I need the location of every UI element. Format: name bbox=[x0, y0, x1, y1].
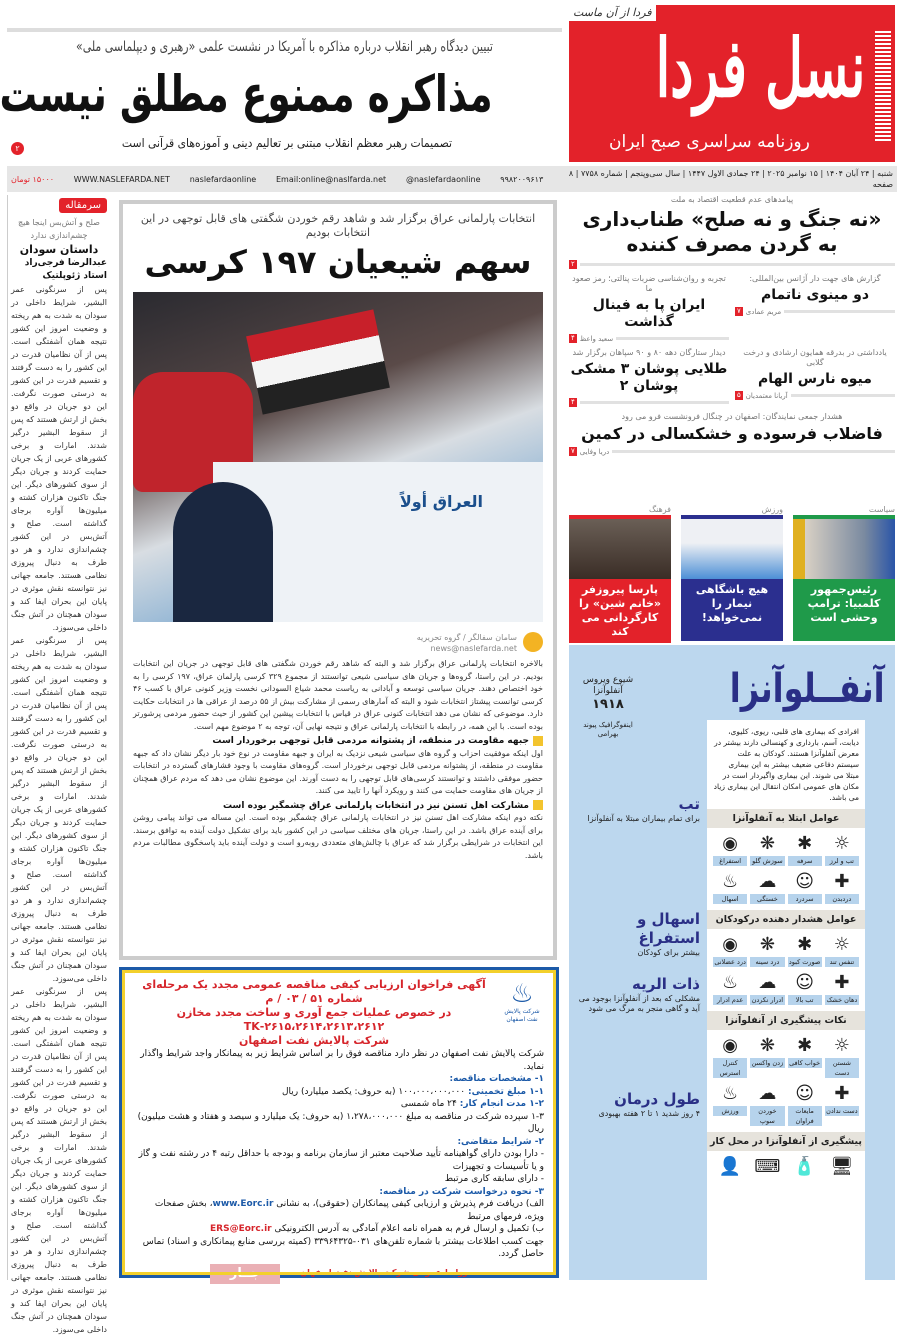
icon-cell bbox=[788, 1082, 822, 1126]
right-row-1 bbox=[569, 274, 895, 343]
section-heading: عوامل ابتلا به آنفلوآنزا bbox=[707, 809, 865, 828]
author-icon bbox=[523, 632, 543, 652]
tender-advertisement bbox=[119, 967, 559, 1281]
ad-line: الف) دریافت فرم پذیرش و ارزیابی کیفی پیمانکاران (حقوقی)، به نشانی bbox=[273, 1199, 544, 1209]
symptom-icon: ♨ bbox=[722, 972, 739, 993]
icon-cell bbox=[713, 933, 747, 967]
ad-section: ۳- نحوه درخواست شرکت در مناقصه: bbox=[379, 1186, 544, 1197]
symptom-icon: ☼ bbox=[833, 1035, 850, 1056]
editorial-author-role: استاد ژئوپلتیک bbox=[42, 271, 107, 281]
ad-footer bbox=[134, 1264, 544, 1284]
item-title: طلایی پوشان ۳ مشکی پوشان ۲ bbox=[570, 361, 728, 394]
symptom-icon: ✱ bbox=[797, 833, 813, 854]
icon-label: خستگی bbox=[750, 894, 784, 904]
barcode bbox=[875, 31, 891, 141]
section-heading: پیشگیری از آنفلوآنزا در محل کار bbox=[707, 1132, 865, 1151]
icon-label: دردبدن bbox=[825, 894, 859, 904]
right-row-2 bbox=[569, 348, 895, 407]
symptom-icon: ❋ bbox=[759, 1035, 775, 1056]
ad-value: ۲۴ ماه شمسی bbox=[400, 1099, 460, 1109]
icon-cell bbox=[713, 832, 747, 866]
icon-cell bbox=[750, 1082, 784, 1126]
diarrhea-text: بیشتر برای کودکان bbox=[637, 948, 700, 957]
workplace-icons bbox=[713, 1155, 859, 1179]
prevention-grid bbox=[713, 1034, 859, 1126]
section-heading: عوامل هشدار دهنده درکودکان bbox=[707, 910, 865, 929]
icon-cell bbox=[788, 1034, 822, 1078]
icon-cell bbox=[825, 933, 859, 967]
symptom-icon: ☁ bbox=[758, 871, 777, 892]
item-author: سعید واعظ bbox=[579, 334, 614, 343]
symptom-icon: ☼ bbox=[833, 934, 850, 955]
item-author: دریا وفایی bbox=[579, 447, 610, 456]
icon-cell bbox=[713, 971, 747, 1005]
editorial-kicker-2: چشم‌اندازی ندارد bbox=[30, 231, 88, 240]
pneumonia-block bbox=[575, 975, 700, 1014]
symptom-icon: ✚ bbox=[834, 1083, 850, 1104]
symptom-icon: ☁ bbox=[758, 972, 777, 993]
pneumonia-text: مشکلی که بعد از آنفلوآنزا بوجود می آید و گاهی منجر به مرگ می شود bbox=[578, 994, 700, 1013]
item-title: ایران پا به فینال گذاشت bbox=[592, 297, 706, 330]
icon-cell bbox=[825, 1082, 859, 1126]
symptom-icon: ☁ bbox=[758, 1083, 777, 1104]
icon-label: دهان خشک bbox=[826, 996, 858, 1004]
fever-text: برای تمام بیماران مبتلا به آنفلوآنزا bbox=[587, 814, 700, 823]
ad-intro: شرکت پالایش نفت اصفهان در نظر دارد مناقصه فوق را بر اساس شرایط زیر به پیمانکار واجد شرایط واگذار نماید. bbox=[140, 1049, 544, 1072]
icon-label: تنفس تند bbox=[825, 957, 859, 967]
icon-cell bbox=[788, 832, 822, 866]
issue-date: شنبه | ۲۴ آبان ۱۴۰۴ | ۱۵ نوامبر ۲۰۲۵ | ۲۴ جمادی الاول ۱۴۴۷ | سال سی‌وپنجم | شماره ۷۷۵۸ | ۸ صفحه bbox=[568, 169, 893, 189]
right-item-5 bbox=[569, 412, 895, 456]
story-paragraph: نکته دوم اینکه مشارکت اهل تسنن نیز در انتخابات پارلمانی عراق چشمگیر بوده است. این مساله می تواند پیامی روشن برای آینده عراق باشد. در این راستا، جریان های مختلف سیاسی در این کشور باید برای تشکیل دولت آینده به توافق برسند. این انتخابات در شرایطی برگزار شد که عراق با چالش‌های متعددی روبه‌رو است و دولت آینده باید پاسخگوی مطالبات مردم باشد. bbox=[133, 813, 543, 860]
card-category: سیاست bbox=[868, 505, 895, 514]
card-caption: پارسا پیروزفر «خانم شین» را کارگردانی می کند bbox=[569, 579, 671, 643]
editorial-kicker: صلح و آتش‌بس اینجا هیچ bbox=[18, 218, 100, 227]
page-ref: ۴ bbox=[571, 334, 575, 342]
computer-icon: 🖥 bbox=[830, 1156, 854, 1177]
item-kicker: هشدار جمعی نمایندگان: اصفهان در چنگال فرونشست فرو می رود bbox=[621, 412, 843, 421]
icon-label: دست ندادن bbox=[826, 1107, 858, 1115]
logo-subtitle: روزنامه سراسری صبح ایران bbox=[609, 132, 810, 152]
oil-company-logo-icon: ♨ شرکت پالایش نفت اصفهان bbox=[500, 980, 544, 1020]
symptoms-grid bbox=[713, 832, 859, 904]
icon-cell bbox=[713, 870, 747, 904]
icon-cell bbox=[713, 1034, 747, 1078]
ad-title: آگهی فراخوان ارزیابی کیفی مناقصه عمومی مجدد یک مرحله‌ای شماره ۵۱ / ۰۳ / م bbox=[142, 978, 486, 1005]
symptom-icon: ✱ bbox=[797, 1035, 813, 1056]
item-kicker: تجربه و روان‌شناسی ضربات پنالتی؛ رمز صعود ما bbox=[572, 274, 726, 293]
pneumonia-title: ذات الریه bbox=[632, 975, 700, 993]
symptom-icon: ✚ bbox=[834, 871, 850, 892]
icon-label: ورزش bbox=[713, 1106, 747, 1116]
poster-text: العراق أولاً bbox=[399, 492, 483, 511]
cleaner-icon: 🧴 bbox=[793, 1156, 816, 1177]
icon-label: استفراغ bbox=[713, 856, 747, 866]
price: ۱۵۰۰۰ تومان bbox=[11, 174, 55, 184]
icon-label: تب و لرز bbox=[825, 856, 859, 866]
editorial-title: داستان سودان bbox=[19, 243, 99, 256]
symptom-icon: ❋ bbox=[759, 833, 775, 854]
page-number-badge: ۲ bbox=[11, 142, 24, 155]
icon-label: خوردن سوپ bbox=[750, 1106, 784, 1126]
card-culture[interactable] bbox=[569, 505, 671, 643]
icon-cell bbox=[750, 933, 784, 967]
icon-cell bbox=[825, 1034, 859, 1078]
warning-signs-grid bbox=[713, 933, 859, 1005]
infographic-title: آنفــلوآنزا bbox=[730, 666, 885, 712]
ad-email-link[interactable]: ERS@Eorc.ir bbox=[210, 1224, 272, 1234]
card-photo bbox=[793, 515, 895, 579]
symptom-icon: ☺ bbox=[795, 871, 814, 892]
ad-line: - دارای سابقه کاری مرتبط bbox=[444, 1174, 544, 1184]
feature-cards bbox=[569, 505, 895, 643]
icon-label: درد عضلانی bbox=[714, 958, 746, 966]
year: ۱۹۱۸ bbox=[592, 697, 624, 712]
icon-cell bbox=[788, 870, 822, 904]
editorial-body-cont: پس از سرنگونی عمر البشیر، شرایط داخلی در سودان به شدت به هم ریخته و وضعیت امروز این کشور نتیجه همان آشفتگی است. پس از آن نظامیان قدرت در این کشور را به دست گرفتند و تقسیم قدرت در این کشور به درستی صورت نگرفت. این دو جریان در واقع دو بخش از ارتش هستند که پس از سقوط البشیر درگیر شدند. امارات و برخی کشورهای عربی از یک جریان حمایت کردند و جریان دیگر از سوی کشورهای دیگر. این جنگ تاکنون هزاران کشته و میلیون‌ها آواره برجای گذاشته است. صلح و آتش‌بس در این کشور چشم‌اندازی ندارد و هر دو طرف به دنبال پیروزی نظامی هستند. جامعه جهانی نیز نتوانسته نقش موثری در پایان این بحران ایفا کند و سودان همچنان در آتش جنگ داخلی می‌سوزد. bbox=[11, 987, 107, 1334]
icon-label: زدن واکسن bbox=[751, 1059, 784, 1067]
symptom-icon: ◉ bbox=[722, 833, 738, 854]
icon-cell bbox=[750, 870, 784, 904]
icon-label: صورت کبود bbox=[788, 958, 821, 966]
iraq-flag bbox=[246, 309, 390, 414]
website[interactable]: WWW.NASLEFARDA.NET bbox=[73, 174, 170, 184]
icon-label: سردرد bbox=[788, 894, 822, 904]
item-title: دو مینوی ناتمام bbox=[760, 287, 869, 303]
symptom-icon: ◉ bbox=[722, 1035, 738, 1056]
icon-cell bbox=[825, 832, 859, 866]
logo-caption: شرکت پالایش نفت اصفهان bbox=[504, 1008, 540, 1023]
page-ref: ۷ bbox=[571, 447, 575, 455]
icon-label: عدم ادرار bbox=[713, 995, 747, 1005]
icon-cell bbox=[713, 1082, 747, 1126]
masthead-logo bbox=[569, 5, 895, 162]
card-politics[interactable] bbox=[793, 505, 895, 643]
symptom-icon: ♨ bbox=[722, 871, 739, 892]
card-sports[interactable] bbox=[681, 505, 783, 643]
icon-label: اسهال bbox=[713, 894, 747, 904]
icon-label: شستن دست bbox=[825, 1058, 859, 1078]
email: Email:online@naslfarda.net bbox=[276, 174, 387, 184]
lead-subhead: تصمیمات رهبر معظم انقلاب مبتنی بر تعالیم دینی و آموزه‌های قرآنی است bbox=[121, 136, 453, 150]
page-ref: ۲ bbox=[571, 260, 575, 268]
flu-infographic bbox=[569, 645, 895, 1280]
symptom-icon: ✚ bbox=[834, 972, 850, 993]
poster-portrait bbox=[173, 482, 273, 622]
symptom-icon: ❋ bbox=[759, 934, 775, 955]
ad-line: - دارا بودن دارای گواهینامه تأیید صلاحیت معتبر از سازمان برنامه و بودجه با حداقل رتبه ۴ در رشته نفت و گاز و یا تأسیسات و تجهیزات bbox=[138, 1149, 544, 1172]
right-main-headline bbox=[569, 195, 895, 257]
right-item-3 bbox=[735, 348, 895, 407]
ad-section: ۲- شرایط متقاضی: bbox=[457, 1136, 544, 1147]
page-ref: ۷ bbox=[737, 307, 741, 315]
infographic-source: اینفوگرافیک پیوند بهرامی bbox=[583, 721, 633, 738]
story-paragraph: اول اینکه موفقیت احزاب و گروه های سیاسی شیعی نزدیک به ایران و جبهه مقاومت در نوع خود بار دیگر نشان داد که جبهه مقاومت در منطقه، از پشتوانه مردمی قابل توجهی برخوردار است. گروه‌های مقاومت با وجود فشارهای گسترده در انتخابات حضور موفقی داشتند و توانستند کرسی‌های قابل توجهی را به دست آورند. این موضوع نشان می دهد که مردم عراق همچنان از جریان های مقاومت حمایت می کنند و رویکرد آنها را تایید می کنند. bbox=[133, 748, 543, 795]
symptom-icon: ♨ bbox=[722, 1083, 739, 1104]
ad-contact: جهت کسب اطلاعات بیشتر با شماره تلفن‌های ۰۳۱-۳۳۹۶۴۳۲۵ (کمیته بررسی منابع پیمانکاری و اسناد) تماس حاصل گردد. bbox=[142, 1236, 544, 1259]
page-ref: ۵ bbox=[737, 391, 741, 399]
card-caption: رئیس‌جمهور کلمبیا: ترامپ وحشی است bbox=[793, 579, 895, 641]
lead-headline: مذاکره ممنوع مطلق نیست bbox=[0, 65, 493, 123]
item-kicker: گزارش های جهت دار آژانس بین‌المللی: bbox=[749, 274, 881, 283]
story-photo bbox=[133, 292, 543, 622]
divider bbox=[569, 260, 895, 269]
ad-value: ۱۰۰،۰۰۰،۰۰۰،۰۰۰ (به حروف: یکصد میلیارد) ریال bbox=[282, 1086, 468, 1097]
duration-title: طول درمان bbox=[614, 1090, 700, 1108]
ad-line: ، بخش صفحات ویژه، فرمهای مرتبط bbox=[154, 1199, 544, 1222]
item-author: مریم عمادی bbox=[745, 307, 782, 316]
duration-text: ۴ روز شدید ۱ تا ۲ هفته بهبودی bbox=[598, 1109, 700, 1118]
editorial-body-cont: پس از سرنگونی عمر البشیر، شرایط داخلی در سودان به شدت به هم ریخته و وضعیت امروز این کشور نتیجه همان آشفتگی است. پس از آن نظامیان قدرت در این کشور را به دست گرفتند و تقسیم قدرت در این کشور به درستی صورت نگرفت. این دو جریان در واقع دو بخش از ارتش هستند که پس از سقوط البشیر درگیر شدند. امارات و برخی کشورهای عربی از یک جریان حمایت کردند و جریان دیگر از سوی کشورهای دیگر. این جنگ تاکنون هزاران کشته و میلیون‌ها آواره برجای گذاشته است. صلح و آتش‌بس در این کشور چشم‌اندازی ندارد و هر دو طرف به دنبال پیروزی نظامی هستند. جامعه جهانی نیز نتوانسته نقش موثری در پایان این بحران ایفا کند و سودان همچنان در آتش جنگ داخلی می‌سوزد. bbox=[11, 636, 107, 983]
right-item-1 bbox=[735, 274, 895, 343]
icon-label: خواب کافی bbox=[789, 1059, 821, 1067]
telegram: @naslefardaonline bbox=[405, 174, 481, 184]
diarrhea-title: اسهال و استفراغ bbox=[637, 910, 700, 947]
icon-cell bbox=[750, 832, 784, 866]
editorial-column bbox=[7, 195, 110, 1334]
icon-cell bbox=[750, 971, 784, 1005]
ad-pr: روابط عمومی شرکت پالایش نفت اصفهان bbox=[300, 1268, 468, 1278]
story-kicker: انتخابات پارلمانی عراق برگزار شد و شاهد رقم خوردن شگفتی های قابل توجهی در این انتخابات بودیم bbox=[140, 212, 536, 239]
editorial-body: پس از سرنگونی عمر البشیر، شرایط داخلی در سودان به شدت به هم ریخته و وضعیت امروز این کشور نتیجه همان آشفتگی است. پس از آن نظامیان قدرت در این کشور را به دست گرفتند و تقسیم قدرت در این کشور به درستی صورت نگرفت. این دو جریان در واقع دو بخش از ارتش هستند که پس از سقوط البشیر درگیر شدند. امارات و برخی کشورهای عربی از یک جریان حمایت کردند و جریان دیگر از سوی کشورهای دیگر. این جنگ تاکنون هزاران کشته و میلیون‌ها آواره برجای گذاشته است. صلح و آتش‌بس در این کشور چشم‌اندازی ندارد و هر دو طرف به دنبال پیروزی نظامی هستند. جامعه جهانی نیز نتوانسته نقش موثری در پایان این بحران ایفا کند و سودان همچنان در آتش جنگ داخلی می‌سوزد. bbox=[11, 285, 107, 632]
infographic-panel bbox=[707, 720, 865, 1280]
divider bbox=[7, 28, 562, 32]
symptom-icon: ☺ bbox=[795, 1083, 814, 1104]
icon-label: ادرار نکردن bbox=[751, 996, 784, 1004]
info-bar bbox=[7, 166, 897, 192]
byline-name: سامان سفالگر / گروه تحریریه bbox=[416, 633, 517, 642]
right-column bbox=[569, 195, 895, 643]
ad-url-link[interactable]: www.Eorc.ir bbox=[212, 1199, 274, 1209]
editorial-author: عبدالرضا فرجی‌راد bbox=[24, 258, 107, 268]
ad-line: ب) تکمیل و ارسال فرم به همراه نامه اعلام آمادگی به آدرس الکترونیکی bbox=[271, 1224, 544, 1234]
year-block bbox=[579, 675, 637, 739]
ad-line: ۱-۳ سپرده شرکت در مناقصه به مبلغ ۱،۲۷۸،۰۰۰،۰۰۰ (به حروف: یک میلیارد و سیصد و هفتاد و هشت میلیون) ریال bbox=[137, 1111, 544, 1134]
icon-cell bbox=[788, 933, 822, 967]
symptom-icon: ☺ bbox=[795, 972, 814, 993]
card-photo bbox=[569, 515, 671, 579]
ad-key: ۱-۲ مدت انجام کار: bbox=[459, 1099, 544, 1109]
card-category: ورزش bbox=[761, 505, 783, 514]
icon-label: سرفه bbox=[788, 856, 822, 866]
section-heading: نکات پیشگیری از آنفلوآنزا bbox=[707, 1011, 865, 1030]
duration-block bbox=[575, 1090, 700, 1119]
ad-company: شرکت پالایش نفت اصفهان bbox=[238, 1034, 390, 1047]
infographic-intro: افرادی که بیماری های قلبی، ریوی، کلیوی، دیابت، آسم، بارداری و کهنسالی دارند بیشتر در معرض آنفلوآنزا هستند. کودکان به علت سیستم دفاعی ضعیف بیشتر به این بیماری مبتلا می شوند. این بیماری واگیردار است در مکان های عمومی امکان انتقال این بیماری زیاد می باشد. bbox=[713, 727, 859, 802]
page-ref: ۴ bbox=[571, 398, 575, 406]
byline bbox=[133, 632, 543, 654]
phone: ۹۹۸۲۰۰۹۶۱۳ bbox=[500, 174, 544, 184]
year-label: شیوع ویروس آنفلوآنزا bbox=[582, 675, 634, 696]
card-category: فرهنگ bbox=[648, 505, 671, 514]
card-photo bbox=[681, 515, 783, 579]
icon-cell bbox=[788, 971, 822, 1005]
icon-label: سوزش گلو bbox=[752, 857, 783, 865]
symptom-icon: ◉ bbox=[722, 934, 738, 955]
icon-label: کنترل استرس bbox=[713, 1058, 747, 1078]
icon-label: مایعات فراوان bbox=[788, 1106, 822, 1126]
symptom-icon: ✱ bbox=[797, 934, 813, 955]
ad-section: ۱- مشخصات مناقصه: bbox=[449, 1074, 544, 1084]
right-item-4 bbox=[569, 348, 729, 407]
slogan: فردا از آن ماست bbox=[569, 5, 656, 21]
agency-stamp: جــار bbox=[210, 1264, 280, 1284]
card-caption: هیچ باشگاهی نیمار را نمی‌خواهد! bbox=[681, 579, 783, 641]
mask-person-icon: 👤 bbox=[718, 1156, 742, 1177]
ad-key: ۱-۱ مبلغ تخمینی: bbox=[467, 1086, 544, 1097]
item-title: فاضلاب فرسوده و خشکسالی در کمین bbox=[581, 424, 883, 443]
editorial-label: سرمقاله bbox=[59, 198, 107, 213]
story-subheading: جبهه مقاومت در منطقه، از پشتوانه مردمی قابل توجهی برخوردار است bbox=[133, 735, 543, 748]
item-kicker: دیدار ستارگان دهه ۸۰ و ۹۰ سپاهان برگزار شد bbox=[572, 348, 726, 357]
item-kicker: یادداشتی در بدرقه همایون ارشادی و درخت گلابی bbox=[743, 348, 887, 367]
right-item-2 bbox=[569, 274, 729, 343]
headline-kicker: پیامدهای عدم قطعیت اقتصاد به ملت bbox=[670, 195, 794, 204]
story-body bbox=[133, 658, 543, 862]
fever-block bbox=[575, 795, 700, 824]
keyboard-icon: ⌨ bbox=[754, 1156, 781, 1177]
item-author: آریانا معتمدیان bbox=[745, 391, 788, 400]
headline-title: «نه جنگ و نه صلح» طناب‌داری به گردن مصرف کننده bbox=[582, 207, 882, 256]
fever-title: تب bbox=[678, 795, 700, 813]
story-title: سهم شیعیان ۱۹۷ کرسی bbox=[144, 243, 532, 281]
item-title: میوه نارس الهام bbox=[758, 371, 872, 387]
main-story bbox=[119, 200, 557, 960]
icon-label: درد سینه bbox=[750, 957, 784, 967]
story-paragraph: بالاخره انتخابات پارلمانی عراق برگزار شد و البته که شاهد رقم خوردن شگفتی های قابل توجهی در جریان این انتخابات بودیم. در این راستا، گروه‌ها و جریان های سیاسی شیعی توانستند از مجموع ۳۲۹ کرسی پارلمان عراق، ۱۹۷ کرسی را به خود اختصاص دهند. جریان سیاسی توسعه و آبادانی به ریاست محمد شیاع السودانی نخست وزیر کنونی عراق با کسب ۴۶ کرسی توانست پیشتاز انتخابات شود و البته که آمارهای رسمی از مشارکت بیش از ۵۵ درصد از عراقی ها در انتخابات حکایت دارد. موضوعی که نشان می دهد انتخابات کنونی عراق در قیاس با انتخابات پیشین این کشور از حیث حضور مردمی پرشورتر بوده است. با این همه، در رابطه با انتخابات پارلمانی عراق و نتیجه نهایی آن، توجه به ۲ موضوع مهم است. bbox=[133, 659, 544, 731]
icon-cell bbox=[750, 1034, 784, 1078]
logo-text: نسل فردا bbox=[655, 21, 865, 115]
icon-cell bbox=[825, 870, 859, 904]
ad-title-2: در خصوص عملیات جمع آوری و ساخت مجدد مخازن ۲۶۱۵،۲۶۱۴،۲۶۱۳،۲۶۱۲-TK bbox=[176, 1006, 452, 1033]
symptom-icon: ☼ bbox=[833, 833, 850, 854]
icon-label: تب بالا bbox=[788, 995, 822, 1005]
icon-cell bbox=[825, 971, 859, 1005]
instagram: naslefardaonline bbox=[189, 174, 257, 184]
byline-email[interactable]: news@naslefarda.net bbox=[430, 644, 517, 653]
diarrhea-block bbox=[575, 910, 700, 958]
story-subheading: مشارکت اهل تسنن نیز در انتخابات پارلمانی عراق چشمگیر بوده است bbox=[133, 800, 543, 813]
lead-kicker: تبیین دیدگاه رهبر انقلاب درباره مذاکره با آمریکا در نشست علمی «رهبری و دیپلماسی ملی» bbox=[76, 39, 493, 55]
